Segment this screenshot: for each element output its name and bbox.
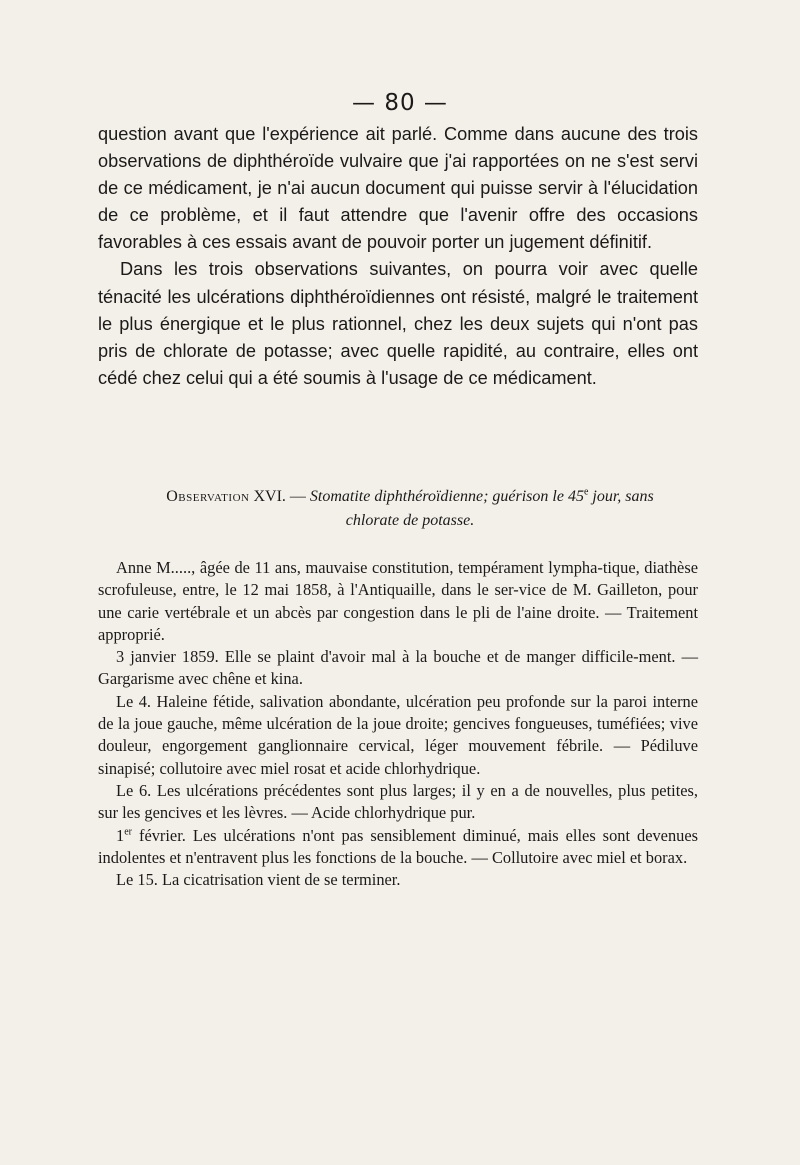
superscript: er bbox=[124, 826, 132, 838]
case-paragraph bbox=[98, 825, 698, 870]
day-number: 1 bbox=[116, 825, 125, 845]
observation-subtitle: chlorate de potasse. bbox=[345, 512, 475, 529]
case-paragraph: Le 4. Haleine fétide, salivation abondante, ulcération peu profonde sur la paroi interne de la joue gauche, même ulcération de la joue droite; gencives fongueuses, tuméfiées; vive douleur, engorgement ganglionnaire cervical, léger mouvement fébrile. — Pédiluve sinapisé; collutoire avec miel rosat et acide chlorhydrique. bbox=[98, 691, 698, 778]
observation-number: XVI. bbox=[253, 488, 286, 505]
heading-dash: — bbox=[289, 488, 306, 505]
observation-title-end: jour, sans bbox=[592, 488, 654, 505]
case-notes bbox=[98, 557, 698, 891]
case-paragraph: Le 15. La cicatrisation vient de se terminer. bbox=[116, 870, 401, 890]
observation-heading bbox=[120, 485, 700, 533]
paragraph: Dans les trois observations suivantes, on pourra voir avec quelle ténacité les ulcérations diphthéroïdiennes ont résisté, malgré le traitement le plus énergique et le plus rationnel, chez les deux sujets qui n'ont pas pris de chlorate de potasse; avec quelle rapidité, au contraire, elles ont cédé chez celui qui a été soumis à l'usage de ce médicament. bbox=[98, 259, 698, 388]
case-paragraph: Anne M....., âgée de 11 ans, mauvaise constitution, tempérament lympha-tique, diathèse scrofuleuse, entre, le 12 mai 1858, à l'Antiquaille, dans le ser-vice de M. Gailleton, pour une carie vertébrale et un abcès par congestion dans le pli de l'aine droite. — Traitement approprié. bbox=[98, 558, 698, 644]
case-text: février. Les ulcérations n'ont pas sensiblement diminué, mais elles sont devenues indolentes et n'entravent plus les fonctions de la bouche. — Collutoire avec miel et borax. bbox=[98, 825, 698, 867]
superscript: e bbox=[583, 486, 589, 498]
main-text bbox=[98, 121, 698, 392]
paragraph: question avant que l'expérience ait parlé. Comme dans aucune des trois observations de diphthéroïde vulvaire que j'ai rapportées on ne s'est servi de ce médicament, je n'ai aucun document qui puisse servir à l'élucidation de ce problème, et il faut attendre que l'avenir offre des occasions favorables à ces essais avant de pouvoir porter un jugement définitif. bbox=[98, 124, 698, 253]
observation-title: Stomatite diphthéroïdienne; guérison le 45 bbox=[309, 488, 584, 505]
page-number: — 80 — bbox=[352, 90, 448, 116]
case-paragraph: 3 janvier 1859. Elle se plaint d'avoir mal à la bouche et de manger difficile-ment. — Gargarisme avec chêne et kina. bbox=[98, 647, 698, 689]
case-paragraph: Le 6. Les ulcérations précédentes sont plus larges; il y en a de nouvelles, plus petites, sur les gencives et les lèvres. — Acide chlorhydrique pur. bbox=[98, 780, 698, 823]
observation-label: Observation bbox=[166, 488, 250, 505]
